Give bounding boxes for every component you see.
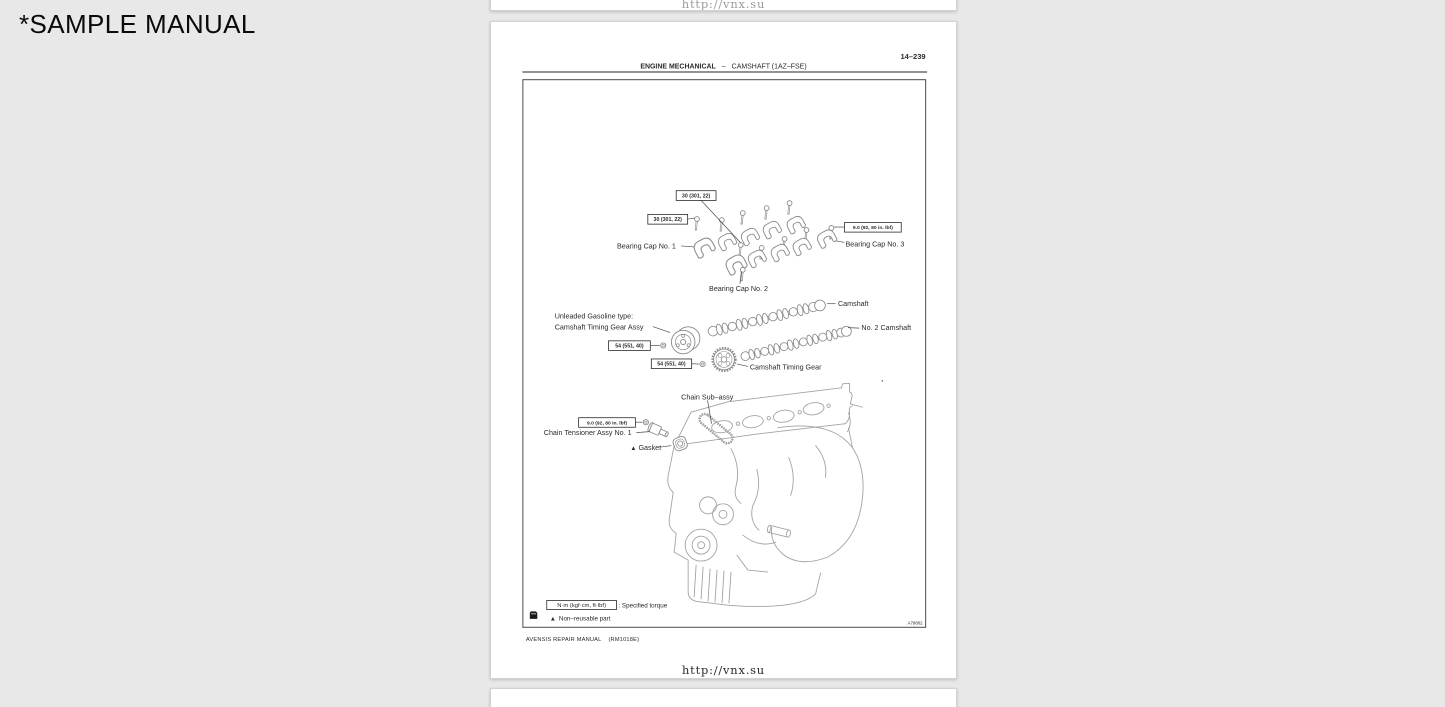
gear-bolt <box>700 362 705 367</box>
part-label-chain-sub-assy: Chain Sub–assy <box>681 393 734 402</box>
page-content-svg <box>491 22 956 678</box>
torque-box <box>579 418 636 428</box>
svg-text:9.0 (92, 80 in. lbf): 9.0 (92, 80 in. lbf) <box>586 421 628 427</box>
part-label-bearing-cap-3: Bearing Cap No. 3 <box>845 240 905 249</box>
torque-box <box>676 191 716 201</box>
watermark-top: http://vnx.su <box>681 0 766 11</box>
part-label-camshaft: Camshaft <box>838 300 869 309</box>
figure-code: A79802 <box>907 620 923 626</box>
legend-mark-icon <box>530 611 537 618</box>
part-label-bearing-cap-1: Bearing Cap No. 1 <box>616 242 676 251</box>
page-header: ENGINE MECHANICAL – CAMSHAFT (1AZ–FSE) <box>640 63 807 71</box>
legend-torque-unit-text: N·m (kgf·cm, ft·lbf) <box>557 603 607 610</box>
nonreusable-triangle-icon: ▲ <box>630 445 637 453</box>
sample-manual-watermark: *SAMPLE MANUAL <box>19 9 256 39</box>
watermark-bottom: http://vnx.su <box>682 663 765 678</box>
footer-manual-ref: AVENSIS REPAIR MANUAL (RM1018E) <box>525 637 640 644</box>
torque-box <box>844 223 901 233</box>
manual-page <box>490 21 957 679</box>
svg-text:30 (301, 22): 30 (301, 22) <box>681 193 711 200</box>
part-label-gasket: ▲ Gasket <box>630 444 662 453</box>
nonreusable-triangle-icon: ▲ <box>549 615 556 623</box>
part-label-chain-tensioner: Chain Tensioner Assy No. 1 <box>543 429 632 438</box>
svg-text:9.0 (92, 80 in. lbf): 9.0 (92, 80 in. lbf) <box>852 226 893 232</box>
stray-dot <box>881 380 883 382</box>
gear-assy-bolt <box>661 343 666 348</box>
part-label-timing-gear: Camshaft Timing Gear <box>749 363 822 372</box>
part-label-no2-camshaft: No. 2 Camshaft <box>861 324 912 333</box>
previous-page-partial <box>490 0 957 11</box>
torque-box <box>648 214 688 224</box>
tensioner-bolt <box>643 420 648 425</box>
torque-box <box>651 359 691 369</box>
svg-text:54 (551, 40): 54 (551, 40) <box>657 361 686 368</box>
svg-text:54 (551, 40): 54 (551, 40) <box>615 343 644 350</box>
next-page-partial <box>490 688 957 707</box>
torque-box <box>608 341 650 351</box>
svg-text:30 (301, 22): 30 (301, 22) <box>653 217 682 224</box>
part-label-bearing-cap-2: Bearing Cap No. 2 <box>709 285 768 294</box>
page-number: 14–239 <box>900 52 926 62</box>
legend-torque-meaning: : Specified torque <box>618 602 668 610</box>
legend-nonreusable: ▲ Non–reusable part <box>549 615 611 623</box>
part-label-unleaded-line2: Camshaft Timing Gear Assy <box>554 323 644 332</box>
part-label-unleaded-line1: Unleaded Gasoline type: <box>554 312 634 321</box>
